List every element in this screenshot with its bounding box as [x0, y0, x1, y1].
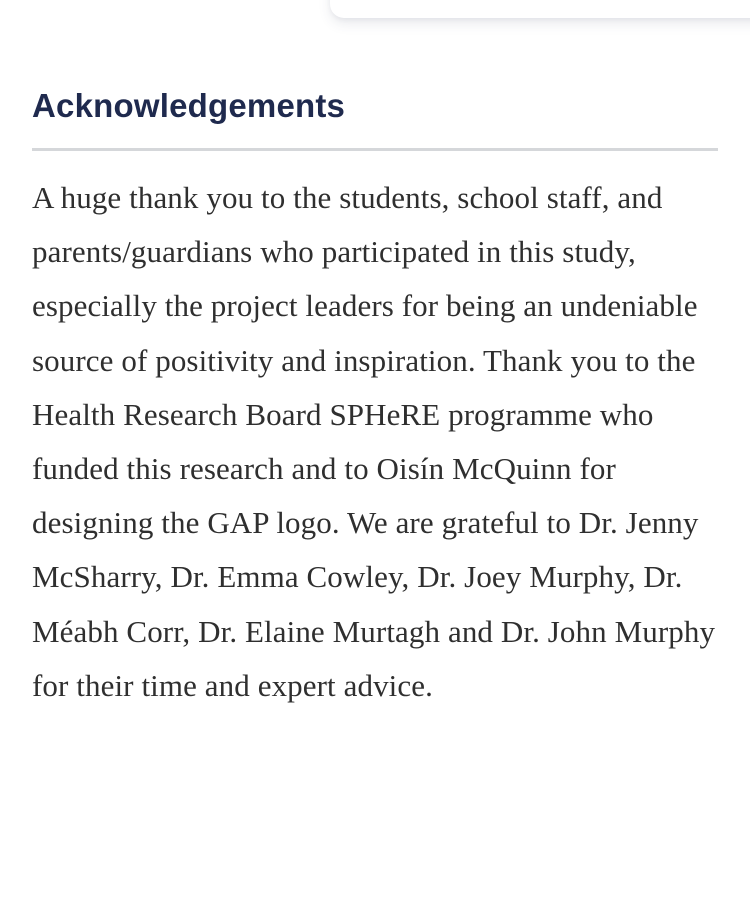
- acknowledgements-section: [32, 84, 718, 713]
- previous-card-edge: [330, 0, 750, 18]
- section-title: Acknowledgements: [32, 87, 346, 124]
- section-divider: [32, 148, 718, 151]
- acknowledgements-text: A huge thank you to the students, school staff, and parents/guardians who participated in this study, especially the project leaders for being an undeniable source of positivity and inspiration. Thank you to the Health Research Board SPHeRE programme who funded this research and to Oisín McQuinn for designing the GAP logo. We are grateful to Dr. Jenny McSharry, Dr. Emma Cowley, Dr. Joey Murphy, Dr. Méabh Corr, Dr. Elaine Murtagh and Dr. John Murphy for their time and expert advice.: [32, 180, 716, 703]
